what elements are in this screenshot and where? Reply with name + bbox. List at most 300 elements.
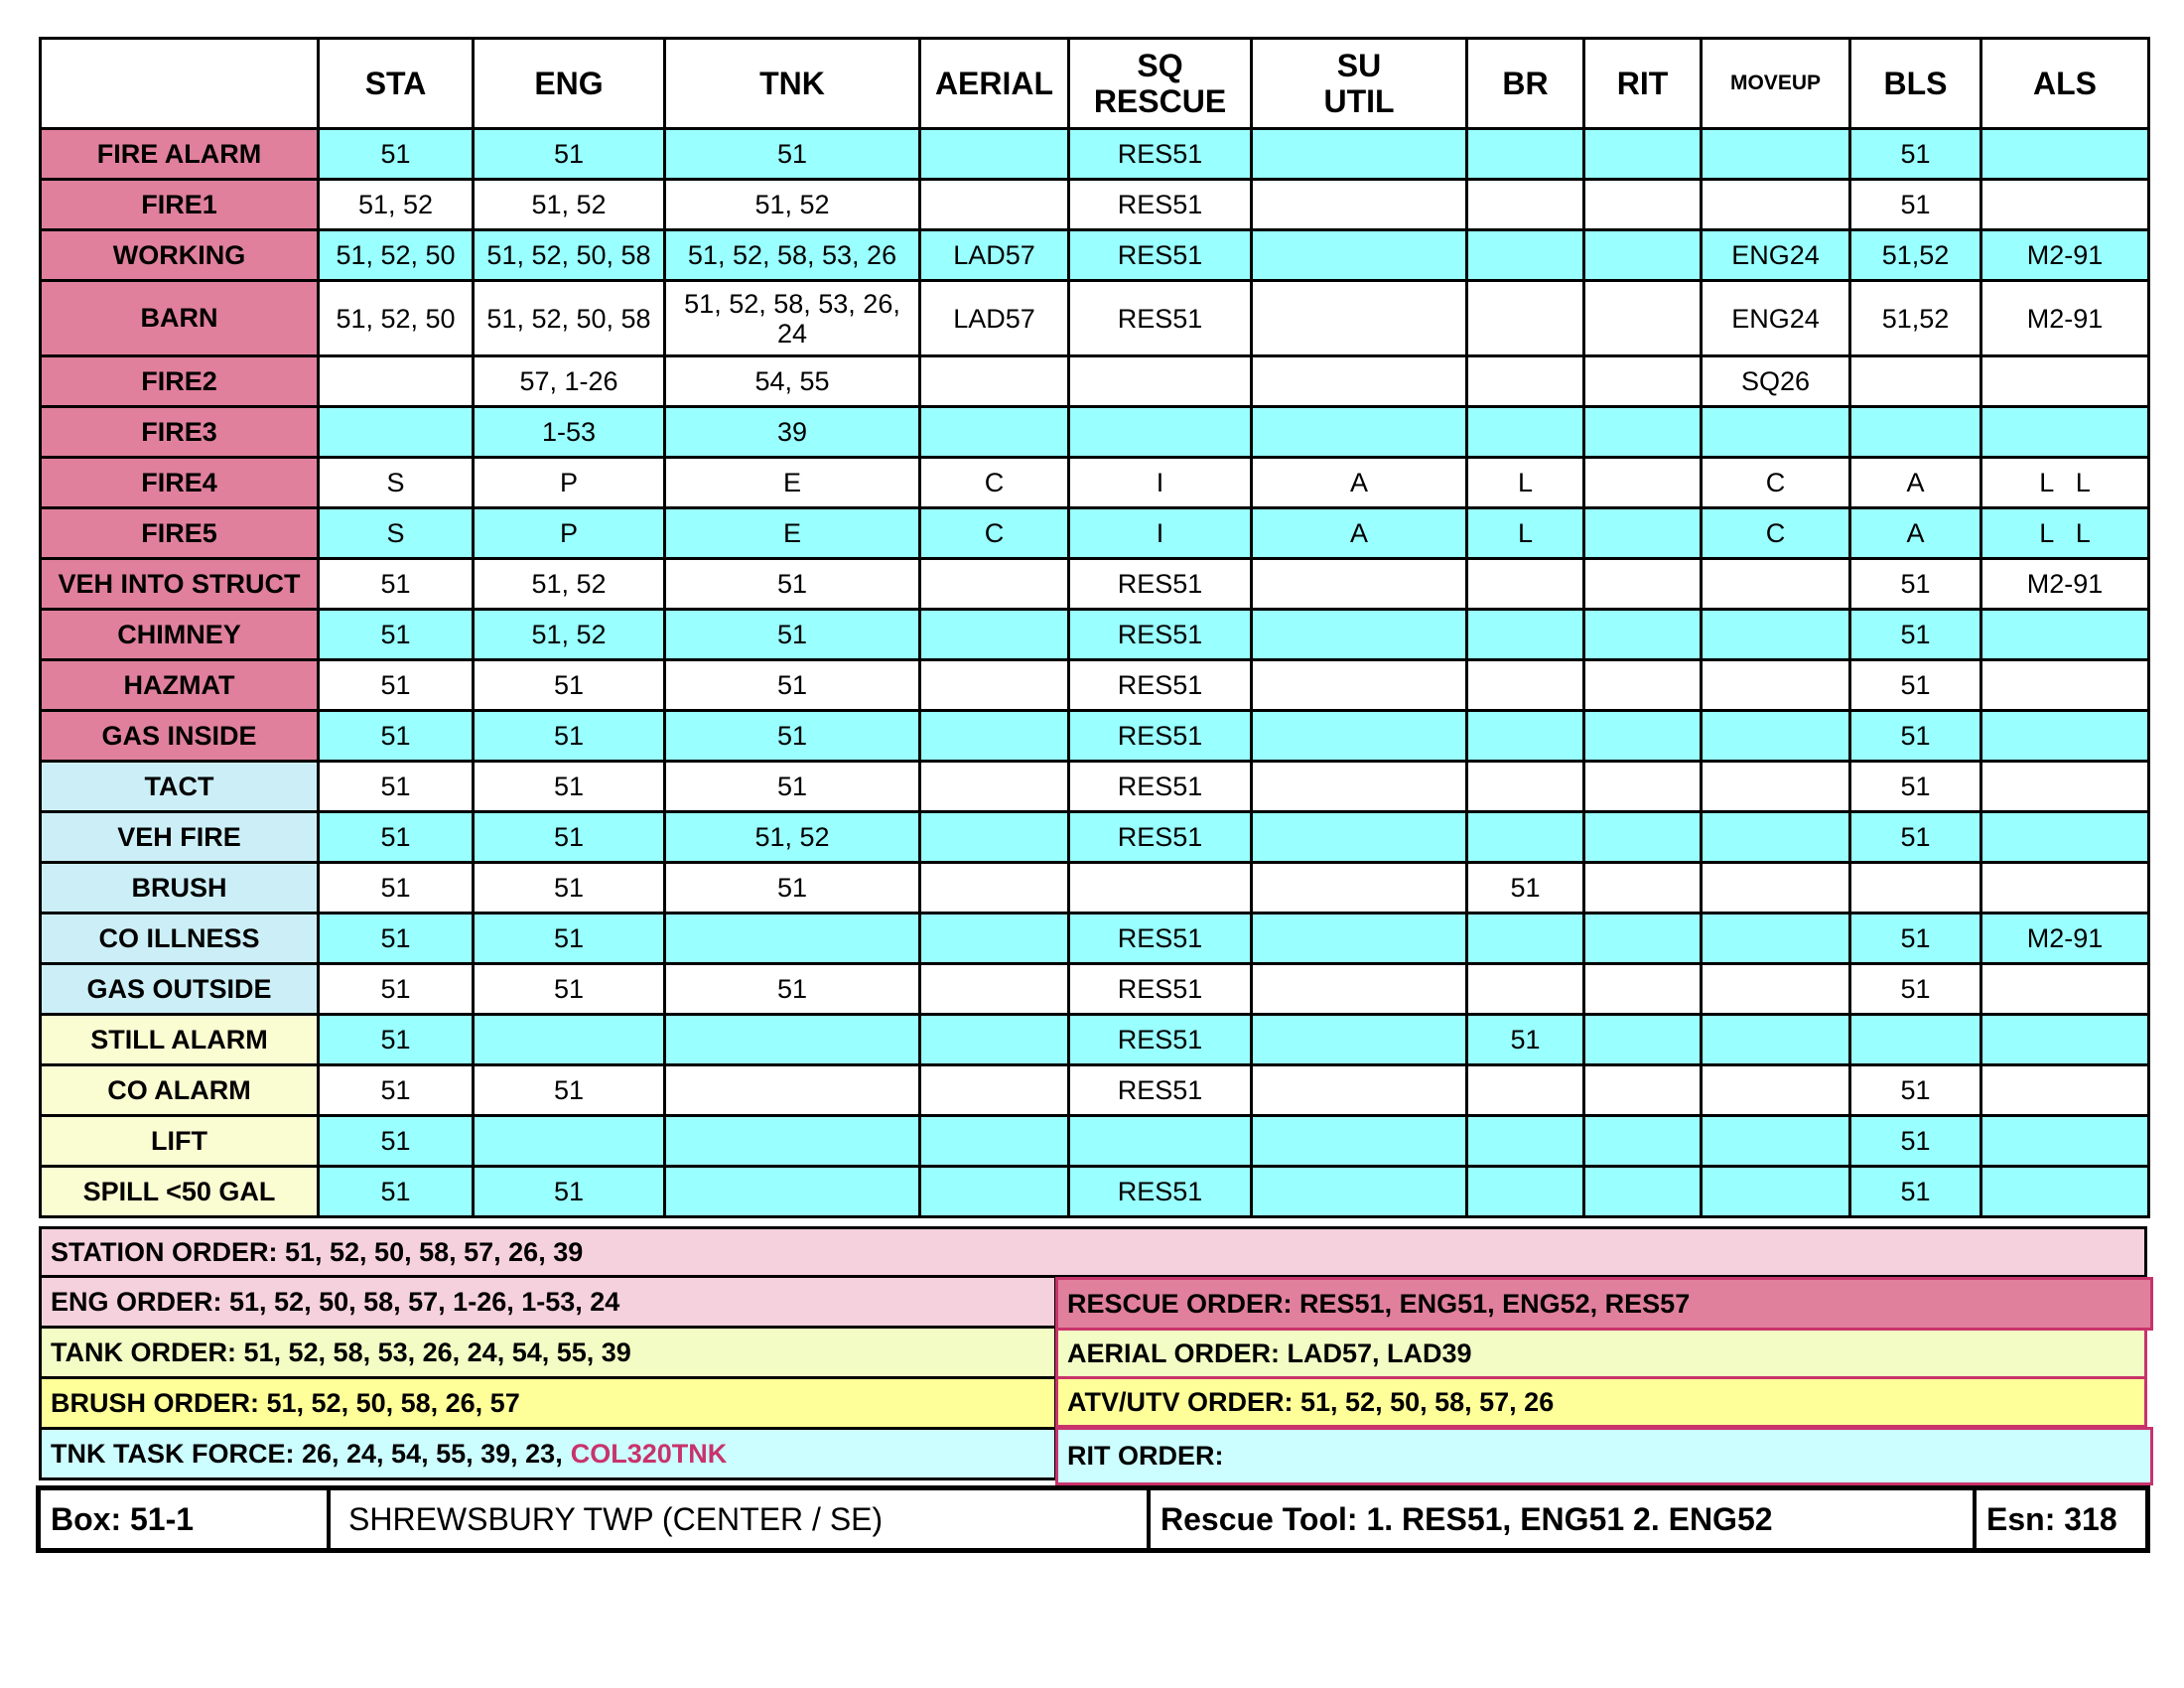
table-row xyxy=(41,964,2149,1015)
row-label: FIRE ALARM xyxy=(41,129,319,180)
table-cell xyxy=(920,964,1069,1015)
table-cell: 51 xyxy=(665,762,920,812)
table-cell xyxy=(474,1116,665,1167)
brush-order-text: BRUSH ORDER: 51, 52, 50, 58, 26, 57 xyxy=(51,1387,520,1418)
table-cell: E xyxy=(665,458,920,508)
table-cell xyxy=(1252,762,1467,812)
table-cell xyxy=(1467,1116,1584,1167)
row-label: HAZMAT xyxy=(41,660,319,711)
table-cell: A xyxy=(1850,458,1981,508)
table-cell: 51 xyxy=(474,762,665,812)
table-cell: 51 xyxy=(319,559,474,610)
table-cell xyxy=(1850,1015,1981,1065)
row-label: SPILL <50 GAL xyxy=(41,1167,319,1217)
table-row xyxy=(41,407,2149,458)
row-label: LIFT xyxy=(41,1116,319,1167)
table-cell: 51 xyxy=(665,559,920,610)
table-cell: 51, 52, 50 xyxy=(319,281,474,356)
table-cell: E xyxy=(665,508,920,559)
table-cell: 51 xyxy=(1850,812,1981,863)
table-cell: RES51 xyxy=(1069,180,1252,230)
table-row xyxy=(41,863,2149,914)
aerial-order-text: AERIAL ORDER: LAD57, LAD39 xyxy=(1067,1337,1472,1368)
table-cell: 51 xyxy=(474,914,665,964)
table-cell: 51 xyxy=(319,660,474,711)
table-cell: ENG24 xyxy=(1702,230,1850,281)
table-cell: 51 xyxy=(665,711,920,762)
table-cell xyxy=(1584,1015,1702,1065)
table-cell xyxy=(1981,407,2149,458)
table-cell: LAD57 xyxy=(920,230,1069,281)
table-cell: 39 xyxy=(665,407,920,458)
table-row xyxy=(41,1167,2149,1217)
table-cell xyxy=(1069,863,1252,914)
table-cell: 51, 52 xyxy=(319,180,474,230)
table-cell xyxy=(319,356,474,407)
table-cell: 51 xyxy=(319,762,474,812)
row-label: FIRE2 xyxy=(41,356,319,407)
table-cell: RES51 xyxy=(1069,762,1252,812)
tnk-task-force-extra: COL320TNK xyxy=(570,1438,728,1469)
table-cell: L xyxy=(1467,458,1584,508)
table-cell xyxy=(474,1015,665,1065)
table-row xyxy=(41,812,2149,863)
table-cell: 51 xyxy=(1850,964,1981,1015)
table-cell xyxy=(1584,559,1702,610)
table-cell xyxy=(665,914,920,964)
table-cell xyxy=(1850,407,1981,458)
table-row xyxy=(41,230,2149,281)
table-cell: P xyxy=(474,458,665,508)
table-cell: L xyxy=(1467,508,1584,559)
table-row xyxy=(41,1116,2149,1167)
table-cell xyxy=(1069,356,1252,407)
table-cell: P xyxy=(474,508,665,559)
table-cell: 51 xyxy=(1850,129,1981,180)
table-cell xyxy=(1252,610,1467,660)
table-cell: C xyxy=(920,508,1069,559)
table-cell: RES51 xyxy=(1069,610,1252,660)
table-cell xyxy=(1252,1167,1467,1217)
table-cell: 51, 52, 58, 53, 26, 24 xyxy=(665,281,920,356)
table-cell xyxy=(920,863,1069,914)
table-cell xyxy=(920,914,1069,964)
table-cell xyxy=(1981,610,2149,660)
atv-utv-order xyxy=(1055,1376,2147,1428)
table-cell: 51 xyxy=(665,863,920,914)
table-cell xyxy=(1584,180,1702,230)
table-cell: RES51 xyxy=(1069,281,1252,356)
table-cell xyxy=(1467,230,1584,281)
table-cell: 51 xyxy=(319,129,474,180)
column-header-su-util: SU UTIL xyxy=(1252,39,1467,129)
table-cell xyxy=(920,1065,1069,1116)
table-cell xyxy=(1467,762,1584,812)
table-cell: 51 xyxy=(319,610,474,660)
row-label: WORKING xyxy=(41,230,319,281)
table-cell: 51, 52, 50, 58 xyxy=(474,281,665,356)
table-cell: 51, 52 xyxy=(474,180,665,230)
column-header-sq-rescue: SQ RESCUE xyxy=(1069,39,1252,129)
table-cell: RES51 xyxy=(1069,812,1252,863)
table-cell: 51 xyxy=(665,660,920,711)
table-cell xyxy=(1252,1015,1467,1065)
table-cell xyxy=(920,129,1069,180)
table-cell: 51 xyxy=(1467,1015,1584,1065)
table-cell: 51 xyxy=(319,1065,474,1116)
table-cell xyxy=(1584,407,1702,458)
table-cell: A xyxy=(1252,508,1467,559)
table-cell xyxy=(1702,914,1850,964)
table-cell xyxy=(1252,356,1467,407)
table-cell: 51, 52, 58, 53, 26 xyxy=(665,230,920,281)
table-cell: RES51 xyxy=(1069,711,1252,762)
table-cell: LAD57 xyxy=(920,281,1069,356)
table-cell: RES51 xyxy=(1069,1167,1252,1217)
table-cell xyxy=(920,1015,1069,1065)
row-label: GAS INSIDE xyxy=(41,711,319,762)
tank-order-text: TANK ORDER: 51, 52, 58, 53, 26, 24, 54, 55, 39 xyxy=(51,1336,631,1367)
table-cell xyxy=(1981,964,2149,1015)
table-cell xyxy=(1981,1015,2149,1065)
table-cell xyxy=(1981,1065,2149,1116)
table-cell: 51 xyxy=(319,1116,474,1167)
table-cell: 51 xyxy=(1467,863,1584,914)
table-cell: RES51 xyxy=(1069,129,1252,180)
table-cell xyxy=(1702,1015,1850,1065)
table-cell: 51 xyxy=(1850,762,1981,812)
table-cell xyxy=(1981,356,2149,407)
table-cell: S xyxy=(319,458,474,508)
column-header-aerial: AERIAL xyxy=(920,39,1069,129)
table-cell xyxy=(1584,129,1702,180)
table-cell: 51 xyxy=(474,1065,665,1116)
table-cell xyxy=(1252,407,1467,458)
row-label: VEH FIRE xyxy=(41,812,319,863)
column-header-moveup: MOVEUP xyxy=(1702,39,1850,129)
table-row xyxy=(41,914,2149,964)
table-cell xyxy=(1252,230,1467,281)
table-cell xyxy=(1702,711,1850,762)
row-label: BARN xyxy=(41,281,319,356)
table-cell: 51 xyxy=(319,964,474,1015)
table-cell: 51 xyxy=(1850,660,1981,711)
table-cell xyxy=(1702,1065,1850,1116)
table-cell xyxy=(1702,559,1850,610)
table-cell xyxy=(1702,180,1850,230)
table-row xyxy=(41,660,2149,711)
column-header-als: ALS xyxy=(1981,39,2149,129)
table-cell xyxy=(1252,711,1467,762)
table-cell xyxy=(1981,1167,2149,1217)
table-cell xyxy=(1467,660,1584,711)
table-row xyxy=(41,1065,2149,1116)
table-cell xyxy=(1850,356,1981,407)
brush-order xyxy=(39,1376,1057,1430)
table-cell xyxy=(1702,964,1850,1015)
corner-header xyxy=(41,39,319,129)
footer-area xyxy=(331,1490,1151,1548)
table-cell xyxy=(1584,812,1702,863)
table-cell xyxy=(1584,1065,1702,1116)
table-cell xyxy=(1981,711,2149,762)
table-cell: RES51 xyxy=(1069,964,1252,1015)
table-cell xyxy=(920,610,1069,660)
table-row xyxy=(41,281,2149,356)
table-cell xyxy=(1584,508,1702,559)
row-label: TACT xyxy=(41,762,319,812)
row-label: FIRE1 xyxy=(41,180,319,230)
table-cell xyxy=(920,1167,1069,1217)
table-cell xyxy=(1467,711,1584,762)
footer-esn xyxy=(1977,1490,2145,1548)
table-cell: 51 xyxy=(319,1167,474,1217)
table-cell: 51 xyxy=(1850,711,1981,762)
row-label: GAS OUTSIDE xyxy=(41,964,319,1015)
column-header-bls: BLS xyxy=(1850,39,1981,129)
row-label: CHIMNEY xyxy=(41,610,319,660)
table-cell xyxy=(1584,281,1702,356)
rit-order xyxy=(1055,1427,2153,1485)
column-header-br: BR xyxy=(1467,39,1584,129)
table-cell: I xyxy=(1069,508,1252,559)
table-cell xyxy=(1981,660,2149,711)
table-row xyxy=(41,711,2149,762)
table-cell: 51 xyxy=(1850,610,1981,660)
table-row xyxy=(41,762,2149,812)
table-cell xyxy=(1850,863,1981,914)
table-cell xyxy=(1252,812,1467,863)
table-cell: 51 xyxy=(665,964,920,1015)
table-cell xyxy=(1981,812,2149,863)
table-cell: 51 xyxy=(1850,914,1981,964)
table-cell xyxy=(1702,1167,1850,1217)
table-cell xyxy=(1467,1167,1584,1217)
table-cell: 1-53 xyxy=(474,407,665,458)
row-label: FIRE5 xyxy=(41,508,319,559)
table-cell xyxy=(1467,812,1584,863)
tnk-task-force xyxy=(39,1427,1057,1480)
table-cell: 51 xyxy=(474,660,665,711)
table-cell xyxy=(920,762,1069,812)
table-cell xyxy=(1584,458,1702,508)
table-cell: 51 xyxy=(474,711,665,762)
table-cell: 51 xyxy=(474,964,665,1015)
footer-rescue-tool xyxy=(1151,1490,1977,1548)
table-cell xyxy=(1584,863,1702,914)
table-cell xyxy=(665,1065,920,1116)
rit-order-text: RIT ORDER: xyxy=(1067,1441,1224,1471)
table-cell: 51 xyxy=(665,610,920,660)
row-label: STILL ALARM xyxy=(41,1015,319,1065)
table-cell xyxy=(1702,660,1850,711)
table-cell xyxy=(665,1167,920,1217)
table-cell xyxy=(920,1116,1069,1167)
table-cell: C xyxy=(920,458,1069,508)
table-cell xyxy=(1702,812,1850,863)
table-cell xyxy=(920,180,1069,230)
table-row xyxy=(41,458,2149,508)
table-cell xyxy=(1467,610,1584,660)
rescue-order-text: RESCUE ORDER: RES51, ENG51, ENG52, RES57 xyxy=(1067,1288,1691,1319)
table-cell xyxy=(1467,180,1584,230)
table-cell: 51 xyxy=(1850,180,1981,230)
table-cell: 51 xyxy=(1850,1065,1981,1116)
table-cell: C xyxy=(1702,458,1850,508)
table-cell: 51 xyxy=(474,1167,665,1217)
table-cell xyxy=(1702,129,1850,180)
table-cell xyxy=(665,1015,920,1065)
table-cell xyxy=(1584,356,1702,407)
table-cell xyxy=(1252,559,1467,610)
table-cell xyxy=(1252,1116,1467,1167)
table-cell: 51 xyxy=(1850,1116,1981,1167)
table-cell xyxy=(1467,964,1584,1015)
table-cell: 51, 52 xyxy=(665,180,920,230)
table-cell: RES51 xyxy=(1069,230,1252,281)
table-cell: A xyxy=(1252,458,1467,508)
table-cell xyxy=(1584,230,1702,281)
table-cell xyxy=(1252,129,1467,180)
table-cell: 51, 52, 50, 58 xyxy=(474,230,665,281)
dispatch-table xyxy=(39,37,2150,1218)
table-cell xyxy=(1981,1116,2149,1167)
table-cell xyxy=(1702,762,1850,812)
table-cell: RES51 xyxy=(1069,914,1252,964)
table-cell xyxy=(920,711,1069,762)
column-header-tnk: TNK xyxy=(665,39,920,129)
table-cell: 51, 52 xyxy=(665,812,920,863)
table-cell: S xyxy=(319,508,474,559)
row-label: VEH INTO STRUCT xyxy=(41,559,319,610)
table-cell: I xyxy=(1069,458,1252,508)
table-cell: SQ26 xyxy=(1702,356,1850,407)
table-cell xyxy=(1584,1116,1702,1167)
area-name: SHREWSBURY TWP (CENTER / SE) xyxy=(348,1500,884,1537)
row-label: CO ILLNESS xyxy=(41,914,319,964)
table-cell: M2-91 xyxy=(1981,559,2149,610)
table-cell xyxy=(1467,356,1584,407)
table-row xyxy=(41,180,2149,230)
table-cell: M2-91 xyxy=(1981,914,2149,964)
table-cell xyxy=(1584,711,1702,762)
table-cell: 51 xyxy=(319,914,474,964)
table-cell xyxy=(1584,964,1702,1015)
table-cell xyxy=(1467,281,1584,356)
eng-order-text: ENG ORDER: 51, 52, 50, 58, 57, 1-26, 1-53, 24 xyxy=(51,1286,620,1317)
table-cell: A xyxy=(1850,508,1981,559)
footer-box xyxy=(41,1490,331,1548)
table-cell: 51,52 xyxy=(1850,230,1981,281)
table-cell xyxy=(665,1116,920,1167)
table-cell: 51 xyxy=(665,129,920,180)
table-cell: RES51 xyxy=(1069,1065,1252,1116)
table-cell xyxy=(920,356,1069,407)
table-cell xyxy=(1584,660,1702,711)
table-cell: 51 xyxy=(319,711,474,762)
eng-order xyxy=(39,1275,1057,1329)
table-cell: RES51 xyxy=(1069,559,1252,610)
table-cell: 51 xyxy=(319,812,474,863)
table-cell xyxy=(1981,863,2149,914)
table-cell: 54, 55 xyxy=(665,356,920,407)
table-cell xyxy=(1467,914,1584,964)
table-cell xyxy=(920,660,1069,711)
box-number: Box: 51-1 xyxy=(51,1500,195,1537)
table-cell: RES51 xyxy=(1069,660,1252,711)
table-cell xyxy=(319,407,474,458)
table-cell: 51 xyxy=(1850,1167,1981,1217)
table-cell xyxy=(1467,1065,1584,1116)
rescue-order xyxy=(1055,1277,2153,1331)
table-cell: M2-91 xyxy=(1981,281,2149,356)
table-cell xyxy=(1467,129,1584,180)
table-cell xyxy=(1981,762,2149,812)
footer-bar xyxy=(36,1485,2150,1553)
column-header-row xyxy=(41,39,2149,129)
table-cell: 51 xyxy=(474,129,665,180)
table-cell: M2-91 xyxy=(1981,230,2149,281)
table-cell xyxy=(1252,914,1467,964)
table-cell: 51 xyxy=(319,1015,474,1065)
table-cell: 51 xyxy=(319,863,474,914)
table-cell xyxy=(1584,610,1702,660)
table-cell: C xyxy=(1702,508,1850,559)
table-cell xyxy=(1584,762,1702,812)
column-header-eng: ENG xyxy=(474,39,665,129)
table-cell xyxy=(1467,407,1584,458)
table-cell xyxy=(1981,129,2149,180)
table-cell: 51,52 xyxy=(1850,281,1981,356)
table-cell xyxy=(1702,407,1850,458)
table-cell xyxy=(1252,964,1467,1015)
table-cell: ENG24 xyxy=(1702,281,1850,356)
row-label: FIRE3 xyxy=(41,407,319,458)
rescue-tool: Rescue Tool: 1. RES51, ENG51 2. ENG52 xyxy=(1160,1500,1773,1537)
table-cell: RES51 xyxy=(1069,1015,1252,1065)
tnk-task-force-text: TNK TASK FORCE: 26, 24, 54, 55, 39, 23, xyxy=(51,1438,563,1469)
table-cell xyxy=(1584,914,1702,964)
table-cell: 51, 52 xyxy=(474,559,665,610)
table-row xyxy=(41,610,2149,660)
tank-order xyxy=(39,1326,1057,1379)
table-cell xyxy=(1069,407,1252,458)
row-label: BRUSH xyxy=(41,863,319,914)
table-cell xyxy=(1702,610,1850,660)
table-row xyxy=(41,356,2149,407)
table-cell xyxy=(1252,1065,1467,1116)
table-cell xyxy=(1702,863,1850,914)
aerial-order xyxy=(1055,1328,2147,1379)
table-cell xyxy=(1069,1116,1252,1167)
station-order-text: STATION ORDER: 51, 52, 50, 58, 57, 26, 39 xyxy=(51,1236,584,1267)
table-cell: 51 xyxy=(474,863,665,914)
table-cell xyxy=(1981,180,2149,230)
esn: Esn: 318 xyxy=(1986,1500,2117,1537)
table-cell xyxy=(1252,660,1467,711)
table-cell xyxy=(1252,863,1467,914)
table-cell: 57, 1-26 xyxy=(474,356,665,407)
table-row xyxy=(41,1015,2149,1065)
table-cell xyxy=(920,812,1069,863)
table-cell: 51, 52 xyxy=(474,610,665,660)
table-cell: 51, 52, 50 xyxy=(319,230,474,281)
table-cell xyxy=(1252,180,1467,230)
table-cell xyxy=(1584,1167,1702,1217)
table-cell xyxy=(1252,281,1467,356)
row-label: CO ALARM xyxy=(41,1065,319,1116)
column-header-sta: STA xyxy=(319,39,474,129)
